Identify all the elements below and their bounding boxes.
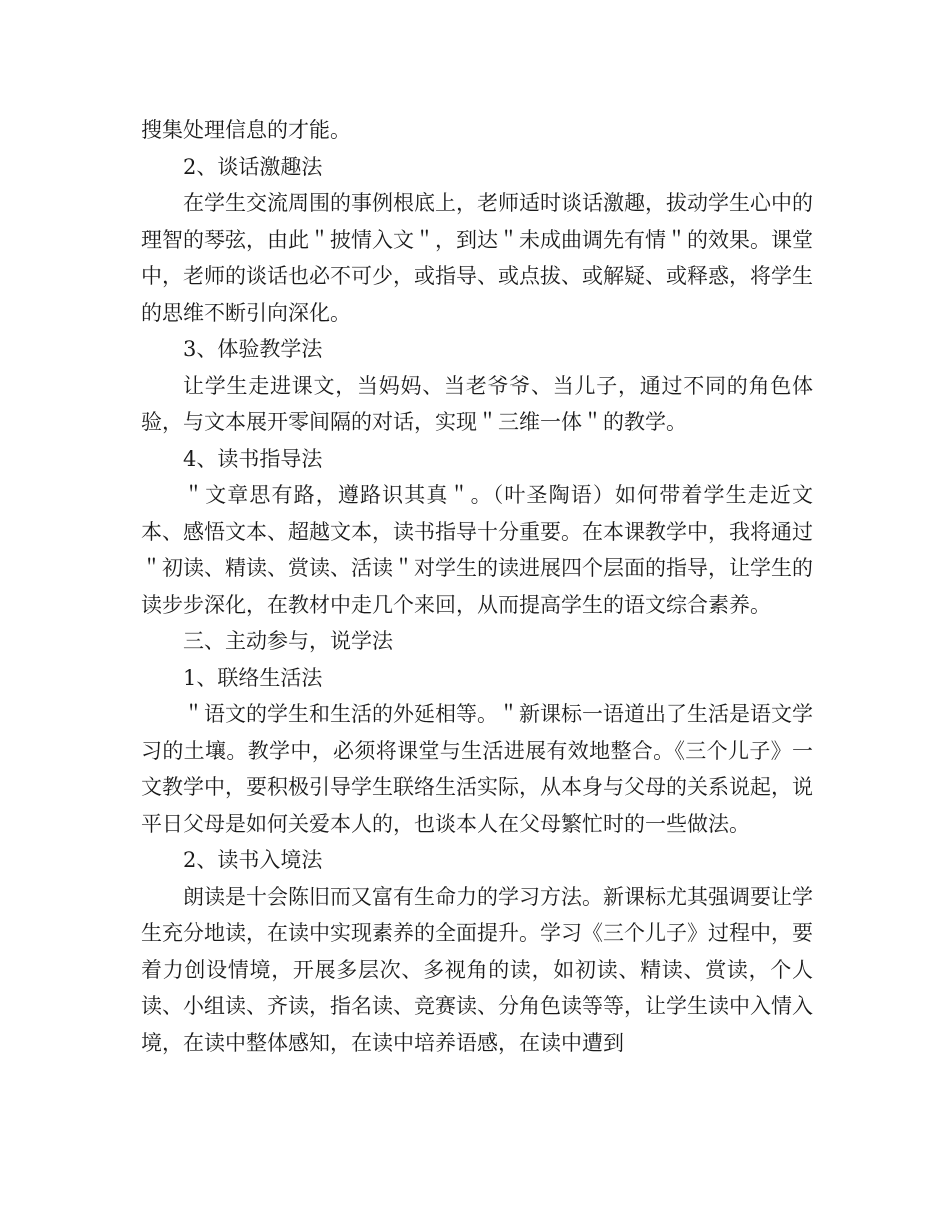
paragraph-life-connection: ＂语文的学生和生活的外延相等。＂新课标一语道出了生活是语文学习的土壤。教学中，必须将课堂与生活进展有效地整合。《三个儿子》一文教学中，要积极引导学生联络生活实际，从本身与父母的关系说起，说平日父母是如何关爱本人的，也谈本人在父母繁忙时的一些做法。	[141, 702, 813, 836]
paragraph-talk-interest: 在学生交流周围的事例根底上，老师适时谈话激趣，拔动学生心中的理智的琴弦，由此＂披情入文＂，到达＂未成曲调先有情＂的效果。课堂中，老师的谈话也必不可少，或指导、或点拔、或解疑、或释惑，将学生的思维不断引向深化。	[141, 191, 813, 325]
paragraph-reading-immersion: 朗读是十会陈旧而又富有生命力的学习方法。新课标尤其强调要让学生充分地读，在读中实现素养的全面提升。学习《三个儿子》过程中，要着力创设情境，开展多层次、多视角的读，如初读、精读、赏读，个人读、小组读、齐读，指名读、竞赛读、分角色读等等，让学生读中入情入境，在读中整体感知，在读中培养语感，在读中遭到	[141, 884, 813, 1055]
paragraph-reading-guidance: ＂文章思有路，遵路识其真＂。（叶圣陶语）如何带着学生走近文本、感悟文本、超越文本，读书指导十分重要。在本课教学中，我将通过＂初读、精读、赏读、活读＂对学生的读进展四个层面的指导，让学生的读步步深化，在教材中走几个来回，从而提高学生的语文综合素养。	[141, 483, 813, 617]
heading-life-connection-method: 1、联络生活法	[183, 665, 323, 690]
heading-talk-interest-method: 2、谈话激趣法	[183, 154, 323, 179]
heading-reading-immersion-method: 2、读书入境法	[183, 848, 323, 872]
section-heading-learning-methods: 三、主动参与，说学法	[183, 629, 393, 653]
heading-experience-teaching-method: 3、体验教学法	[183, 337, 323, 361]
document-body	[141, 112, 813, 1061]
heading-reading-guidance-method: 4、读书指导法	[183, 446, 323, 471]
paragraph-experience-teaching: 让学生走进课文，当妈妈、当老爷爷、当儿子，通过不同的角色体验，与文本展开零间隔的对话，实现＂三维一体＂的教学。	[141, 373, 813, 434]
paragraph-continuation: 搜集处理信息的才能。	[141, 118, 351, 142]
